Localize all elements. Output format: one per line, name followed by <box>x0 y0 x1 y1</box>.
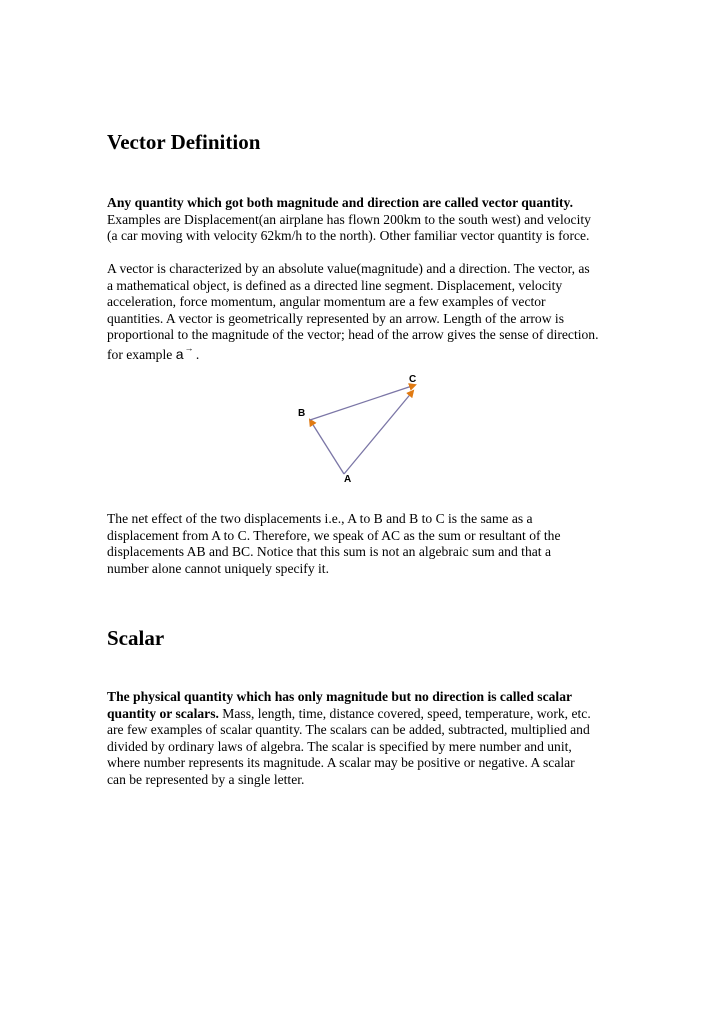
scalar-definition-bold-2: quantity or scalars. <box>107 705 219 721</box>
net-effect-paragraph <box>107 511 627 577</box>
text-line: displacements AB and BC. Notice that this sum is not an algebraic sum and that a <box>107 544 551 559</box>
section-heading-scalar: Scalar <box>107 626 165 650</box>
vector-characterization-paragraph <box>107 261 627 364</box>
text-line: number alone cannot uniquely specify it. <box>107 560 329 576</box>
vector-ac-line <box>344 391 413 474</box>
text-line <box>107 342 627 365</box>
scalar-examples-text: Mass, length, time, distance covered, speed, temperature, work, etc. <box>218 705 591 721</box>
example-suffix: . <box>192 346 200 362</box>
text-line: can be represented by a single letter. <box>107 771 305 787</box>
text-line: displacement from A to C. Therefore, we speak of AC as the sum or resultant of the <box>107 527 561 543</box>
scalar-definition-bold: The physical quantity which has only magnitude but no direction is called scalar <box>107 689 573 704</box>
text-line <box>107 706 627 723</box>
point-label-b: B <box>298 408 306 419</box>
text-line: a mathematical object, is defined as a directed line segment. Displacement, velocity <box>107 277 563 293</box>
text-line: where number represents its magnitude. A scalar may be positive or negative. A scalar <box>107 755 575 770</box>
text-line: proportional to the magnitude of the vector; head of the arrow gives the sense of direction. <box>107 327 599 342</box>
vector-bc-line <box>310 385 415 420</box>
text-line: A vector is characterized by an absolute value(magnitude) and a direction. The vector, as <box>107 261 590 276</box>
point-label-c: C <box>409 374 417 385</box>
vector-arrow-icon: → <box>184 342 194 353</box>
text-line: (a car moving with velocity 62km/h to the north). Other familiar vector quantity is force. <box>107 228 590 243</box>
scalar-definition-paragraph <box>107 689 627 788</box>
text-line <box>107 195 627 212</box>
vector-definition-bold: Any quantity which got both magnitude and direction are called vector quantity. <box>107 195 574 210</box>
vector-ab-line <box>310 420 344 474</box>
example-prefix: for example <box>107 346 176 362</box>
text-line: Examples are Displacement(an airplane has flown 200km to the south west) and velocity <box>107 211 591 227</box>
vector-symbol-a: a <box>175 345 184 362</box>
text-line: are few examples of scalar quantity. The scalars can be added, subtracted, multiplied and <box>107 722 590 737</box>
text-line: The net effect of the two displacements i.e., A to B and B to C is the same as a <box>107 511 533 526</box>
text-line <box>107 689 627 706</box>
vector-triangle-diagram <box>297 370 427 486</box>
text-line: divided by ordinary laws of algebra. The scalar is specified by mere number and unit, <box>107 738 572 754</box>
vector-definition-paragraph <box>107 195 627 245</box>
section-heading-vector-definition: Vector Definition <box>107 130 261 154</box>
point-label-a: A <box>344 474 352 485</box>
text-line: quantities. A vector is geometrically represented by an arrow. Length of the arrow is <box>107 310 565 326</box>
text-line: acceleration, force momentum, angular momentum are a few examples of vector <box>107 294 546 309</box>
